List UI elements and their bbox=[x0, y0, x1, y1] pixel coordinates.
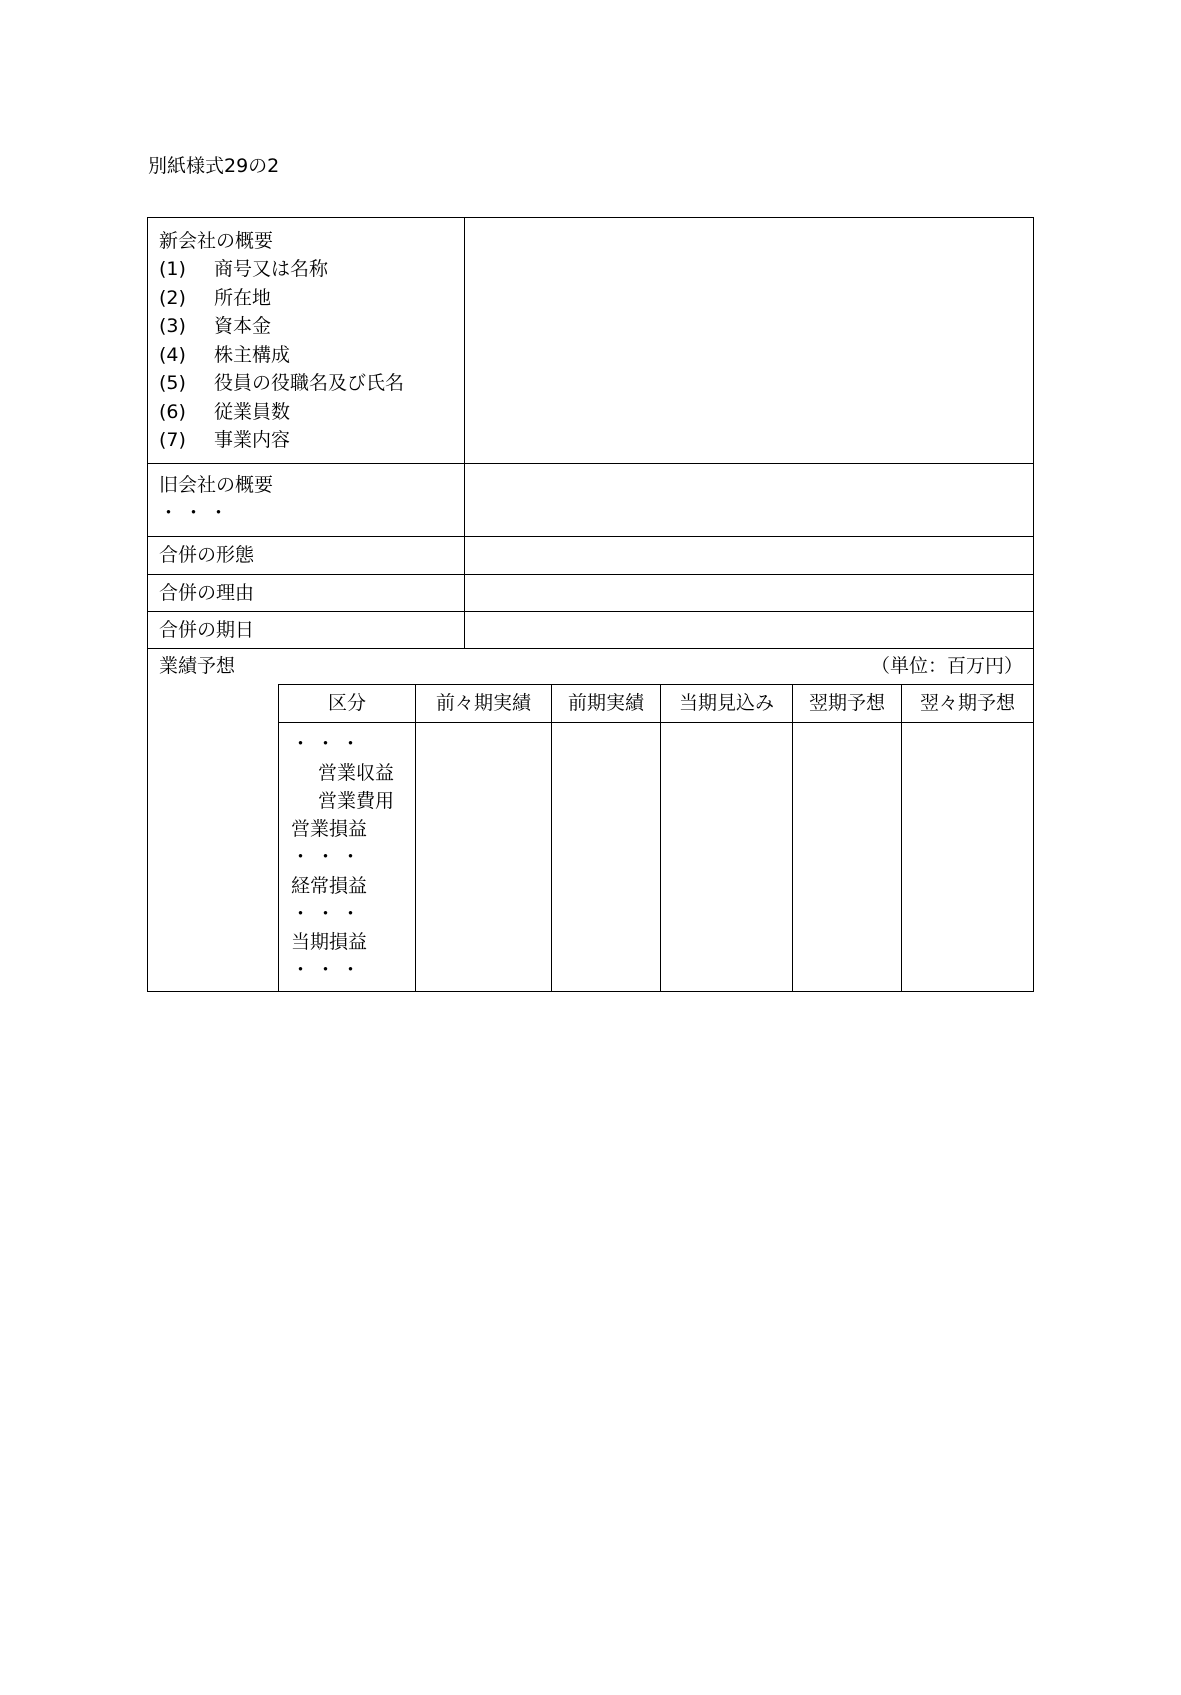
old-company-ellipsis: ・・・ bbox=[159, 502, 235, 524]
row-label: 当期損益 bbox=[291, 931, 368, 953]
item-number: (6) bbox=[159, 401, 186, 423]
table-border-bottom bbox=[147, 991, 1033, 992]
row-label: 営業損益 bbox=[291, 818, 368, 840]
column-divider bbox=[901, 684, 902, 991]
subtable-border-top bbox=[278, 684, 1033, 685]
row-label: 営業費用 bbox=[318, 790, 395, 812]
row-label: ・・・ bbox=[291, 846, 367, 868]
row-label: 営業収益 bbox=[318, 762, 395, 784]
old-company-heading: 旧会社の概要 bbox=[159, 474, 274, 496]
row-label: ・・・ bbox=[291, 959, 367, 981]
column-divider bbox=[792, 684, 793, 991]
merger-date-label: 合併の期日 bbox=[159, 619, 255, 641]
column-divider bbox=[660, 684, 661, 991]
column-divider bbox=[551, 684, 552, 991]
performance-heading: 業績予想 bbox=[159, 655, 236, 677]
item-label: 所在地 bbox=[214, 287, 272, 309]
column-header: 翌々期予想 bbox=[919, 692, 1015, 714]
item-label: 従業員数 bbox=[214, 401, 291, 423]
column-divider bbox=[464, 217, 465, 648]
column-header: 前期実績 bbox=[567, 692, 644, 714]
form-id: 別紙様式29の2 bbox=[148, 155, 280, 177]
item-number: (3) bbox=[159, 315, 186, 337]
column-header: 区分 bbox=[327, 692, 366, 714]
unit-label: （単位：百万円） bbox=[870, 655, 1023, 677]
merger-reason-label: 合併の理由 bbox=[159, 582, 255, 604]
table-border-left bbox=[147, 217, 148, 992]
merger-form-label: 合併の形態 bbox=[159, 544, 255, 566]
item-label: 株主構成 bbox=[214, 344, 291, 366]
item-label: 商号又は名称 bbox=[214, 258, 329, 280]
subtable-header-bottom bbox=[278, 722, 1033, 723]
row-divider bbox=[147, 463, 1033, 464]
item-label: 役員の役職名及び氏名 bbox=[214, 372, 405, 394]
row-divider bbox=[147, 611, 1033, 612]
item-number: (1) bbox=[159, 258, 186, 280]
item-label: 資本金 bbox=[214, 315, 272, 337]
row-divider bbox=[147, 574, 1033, 575]
item-number: (4) bbox=[159, 344, 186, 366]
table-border-right bbox=[1033, 217, 1034, 992]
item-label: 事業内容 bbox=[214, 429, 291, 451]
row-label: ・・・ bbox=[291, 733, 367, 755]
row-divider bbox=[147, 536, 1033, 537]
row-label: ・・・ bbox=[291, 903, 367, 925]
row-label: 経常損益 bbox=[291, 875, 368, 897]
column-header: 当期見込み bbox=[678, 692, 774, 714]
table-border-top bbox=[147, 217, 1033, 218]
subtable-border-left bbox=[278, 684, 279, 991]
column-divider bbox=[415, 684, 416, 991]
row-divider bbox=[147, 648, 1033, 649]
new-company-heading: 新会社の概要 bbox=[159, 230, 274, 252]
item-number: (5) bbox=[159, 372, 186, 394]
column-header: 前々期実績 bbox=[435, 692, 531, 714]
column-header: 翌期予想 bbox=[808, 692, 885, 714]
item-number: (7) bbox=[159, 429, 186, 451]
item-number: (2) bbox=[159, 287, 186, 309]
